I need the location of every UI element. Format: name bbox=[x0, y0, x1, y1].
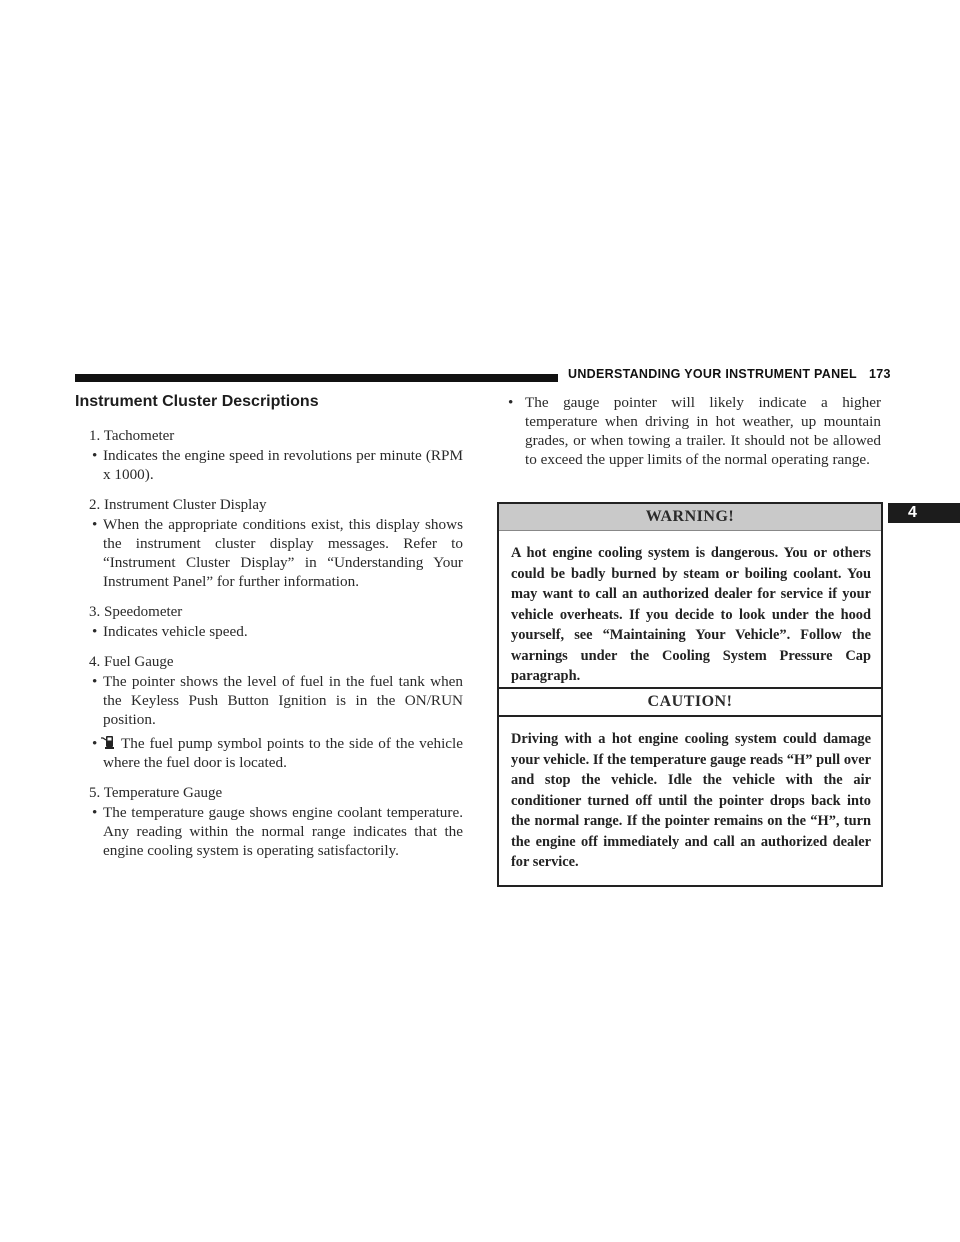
warning-box bbox=[497, 502, 883, 701]
left-column bbox=[75, 393, 463, 872]
bullet: • When the appropriate conditions exist, this display shows the instrument cluster display messages. Refer to “Instrument Cluster Display” in “Understanding Your Instrument Panel” for further information. bbox=[92, 516, 463, 590]
caution-box bbox=[497, 687, 883, 887]
header-rule bbox=[75, 374, 558, 382]
bullet: • The temperature gauge shows engine coolant temperature. Any reading within the normal range indicates that the engine cooling system is operating satisfactorily. bbox=[92, 804, 463, 859]
item-title: 4. Fuel Gauge bbox=[89, 654, 174, 670]
caution-text: Driving with a hot engine cooling system could damage your vehicle. If the temperature gauge reads “H” pull over and stop the vehicle. Idle the vehicle with the air conditioner turned off until the pointer drops back into the normal range. If the pointer remains on the “H”, turn the engine off immediately and call an authorized dealer for service. bbox=[511, 731, 871, 870]
running-header bbox=[568, 367, 891, 381]
list-item-cluster-display bbox=[75, 496, 463, 591]
chapter-tab: 4 bbox=[888, 503, 960, 523]
item-title: 3. Speedometer bbox=[89, 604, 183, 620]
bullet: • Indicates the engine speed in revolutions per minute (RPM x 1000). bbox=[92, 447, 463, 483]
header-title: UNDERSTANDING YOUR INSTRUMENT PANEL bbox=[568, 367, 857, 381]
bullet: • The gauge pointer will likely indicate a higher temperature when driving in hot weather, up mountain grades, or when towing a trailer. It should not be allowed to exceed the upper limits of the normal operating range. bbox=[508, 394, 881, 468]
item-title: 5. Temperature Gauge bbox=[89, 785, 223, 801]
warning-text: A hot engine cooling system is dangerous. You or others could be badly burned by steam or boiling coolant. You may want to call an authorized dealer for service if your vehicle overheats. If you decide to look under the hood yourself, see “Maintaining Your Vehicle”. Follow the warnings under the Cooling System Pressure Cap paragraph. bbox=[511, 545, 871, 684]
section-title: Instrument Cluster Descriptions bbox=[75, 393, 319, 410]
right-column bbox=[497, 393, 881, 469]
list-item-tachometer bbox=[75, 427, 463, 484]
bullet: • The fuel pump symbol points to the side of the vehicle where the fuel door is located. bbox=[92, 735, 463, 771]
caution-heading: CAUTION! bbox=[499, 689, 881, 717]
item-title: 1. Tachometer bbox=[89, 428, 175, 444]
list-item-speedometer bbox=[75, 603, 463, 641]
bullet: • The pointer shows the level of fuel in the fuel tank when the Keyless Push Button Ignition is in the ON/RUN position. bbox=[92, 673, 463, 728]
fuel-pump-icon bbox=[101, 735, 115, 749]
warning-heading: WARNING! bbox=[499, 504, 881, 531]
bullet: • Indicates vehicle speed. bbox=[92, 623, 248, 640]
list-item-temperature-gauge bbox=[75, 784, 463, 860]
item-title: 2. Instrument Cluster Display bbox=[89, 497, 267, 513]
page-number: 173 bbox=[868, 367, 891, 381]
list-item-fuel-gauge bbox=[75, 653, 463, 772]
